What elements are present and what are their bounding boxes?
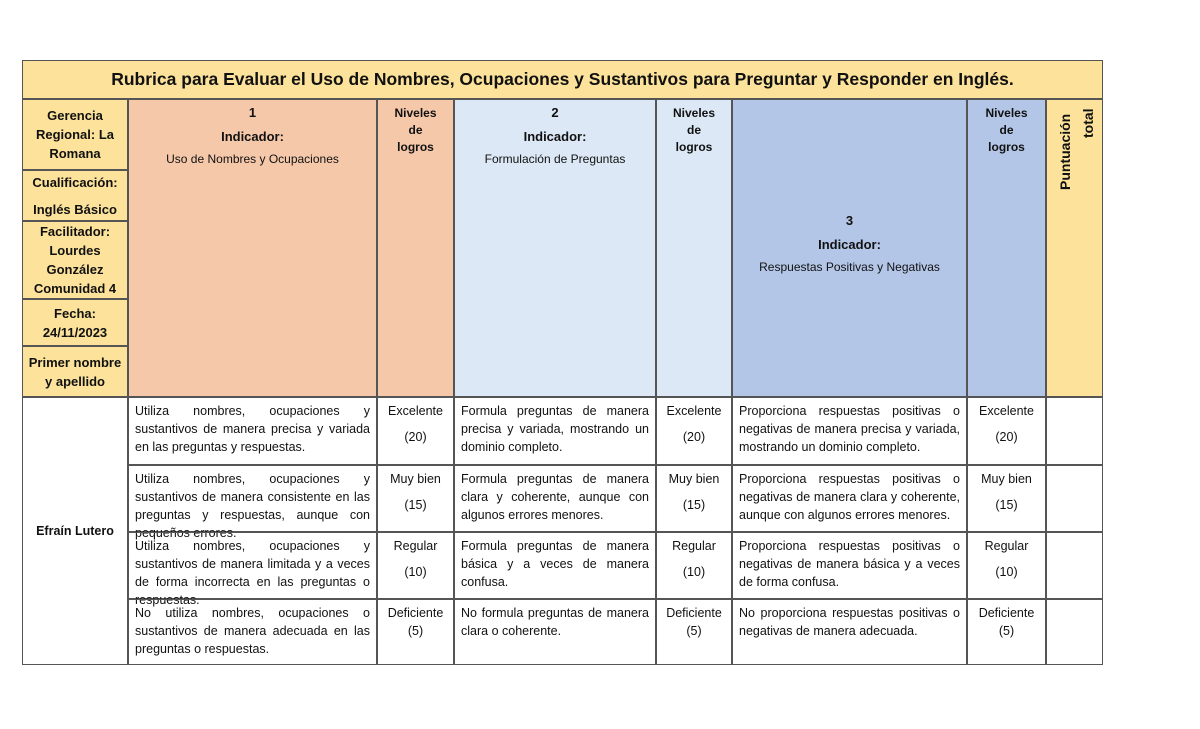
total-score-cell-r2[interactable] bbox=[1046, 465, 1103, 532]
level-r2-ind1 bbox=[377, 465, 454, 532]
descriptor-r2-ind1: Utiliza nombres, ocupaciones y sustantivos de manera consistente en las preguntas y respuestas, aunque con pequeños errores. bbox=[128, 465, 377, 532]
descriptor-r3-ind3: Proporciona respuestas positivas o negativas de manera básica y a veces de forma confusa. bbox=[732, 532, 967, 599]
total-score-cell-r4[interactable] bbox=[1046, 599, 1103, 665]
level-points: (20) bbox=[995, 430, 1018, 444]
indicator-3-name: Respuestas Positivas y Negativas bbox=[759, 260, 940, 274]
level-points: (10) bbox=[995, 565, 1018, 579]
level-name: Muy bien bbox=[668, 472, 720, 486]
level-name: Muy bien bbox=[390, 472, 441, 486]
total-score-cell-r1[interactable] bbox=[1046, 397, 1103, 465]
cualificacion-cell bbox=[22, 170, 128, 221]
descriptor-r3-ind2: Formula preguntas de manera básica y a veces de manera confusa. bbox=[454, 532, 656, 599]
level-r3-ind1 bbox=[377, 532, 454, 599]
student-name-cell bbox=[22, 397, 128, 665]
level-r3-ind2 bbox=[656, 532, 732, 599]
descriptor-r2-ind2: Formula preguntas de manera clara y coherente, aunque con algunos errores menores. bbox=[454, 465, 656, 532]
levels-header-2-text: Niveles de logros bbox=[672, 106, 716, 154]
level-name: Regular bbox=[672, 539, 716, 553]
descriptor-r1-ind3: Proporciona respuestas positivas o negativas de manera precisa y variada, mostrando un dominio completo. bbox=[732, 397, 967, 465]
level-r4-ind2 bbox=[656, 599, 732, 665]
level-name: Excelente bbox=[979, 404, 1034, 418]
indicator-2-label: Indicador: bbox=[523, 129, 587, 144]
descriptor-r1-ind2: Formula preguntas de manera precisa y variada, mostrando un dominio completo. bbox=[454, 397, 656, 465]
descriptor-r4-ind2: No formula preguntas de manera clara o coherente. bbox=[454, 599, 656, 665]
cualificacion-label: Cualificación: bbox=[32, 174, 118, 190]
level-points: (5) bbox=[998, 624, 1015, 638]
levels-header-1 bbox=[377, 99, 454, 397]
gerencia-cell bbox=[22, 99, 128, 170]
rubric-title: Rubrica para Evaluar el Uso de Nombres, Ocupaciones y Sustantivos para Preguntar y Responder en Inglés. bbox=[22, 60, 1103, 99]
fecha-cell bbox=[22, 299, 128, 346]
level-name: Excelente bbox=[666, 404, 722, 418]
level-name: Regular bbox=[393, 539, 438, 553]
indicator-2-number: 2 bbox=[551, 105, 559, 120]
level-points: (15) bbox=[995, 498, 1018, 512]
descriptor-r4-ind1: No utiliza nombres, ocupaciones o sustantivos de manera adecuada en las preguntas o respuestas. bbox=[128, 599, 377, 665]
level-points: (5) bbox=[407, 624, 424, 638]
level-points: (15) bbox=[404, 498, 427, 512]
nombre-text: Primer nombre y apellido bbox=[28, 354, 122, 389]
student-name: Efraín Lutero bbox=[36, 524, 114, 538]
levels-header-3 bbox=[967, 99, 1046, 397]
level-r2-ind3 bbox=[967, 465, 1046, 532]
total-score-label bbox=[1052, 108, 1102, 198]
facilitador-cell bbox=[22, 221, 128, 299]
levels-header-1-text: Niveles de logros bbox=[394, 106, 437, 154]
indicator-3-header bbox=[732, 99, 967, 397]
level-points: (5) bbox=[686, 624, 702, 638]
nombre-cell bbox=[22, 346, 128, 397]
level-points: (10) bbox=[682, 565, 706, 579]
gerencia-text: Gerencia Regional: La Romana bbox=[35, 108, 114, 161]
level-name: Muy bien bbox=[981, 472, 1032, 486]
level-points: (10) bbox=[404, 565, 427, 579]
descriptor-r4-ind3: No proporciona respuestas positivas o negativas de manera adecuada. bbox=[732, 599, 967, 665]
level-name: Deficiente bbox=[978, 606, 1035, 620]
level-name: Deficiente bbox=[666, 606, 722, 620]
level-name: Deficiente bbox=[387, 606, 444, 620]
level-r1-ind1 bbox=[377, 397, 454, 465]
descriptor-r2-ind3: Proporciona respuestas positivas o negativas de manera clara y coherente, aunque con algunos errores menores. bbox=[732, 465, 967, 532]
level-r4-ind1 bbox=[377, 599, 454, 665]
descriptor-r3-ind1: Utiliza nombres, ocupaciones y sustantivos de manera limitada y a veces de forma incorrecta en las preguntas o respuestas. bbox=[128, 532, 377, 599]
level-name: Excelente bbox=[388, 404, 443, 418]
indicator-1-label: Indicador: bbox=[221, 129, 284, 144]
levels-header-3-text: Niveles de logros bbox=[985, 106, 1028, 154]
level-r4-ind3 bbox=[967, 599, 1046, 665]
fecha-text: Fecha: 24/11/2023 bbox=[42, 305, 108, 340]
indicator-2-name: Formulación de Preguntas bbox=[484, 152, 626, 166]
level-r3-ind3 bbox=[967, 532, 1046, 599]
level-name: Regular bbox=[984, 539, 1029, 553]
level-r2-ind2 bbox=[656, 465, 732, 532]
indicator-1-number: 1 bbox=[248, 105, 257, 120]
descriptor-r1-ind1: Utiliza nombres, ocupaciones y sustantivos de manera precisa y variada en las preguntas y respuestas. bbox=[128, 397, 377, 465]
total-score-line1: Puntuación bbox=[1057, 113, 1073, 190]
level-r1-ind3 bbox=[967, 397, 1046, 465]
indicator-3-number: 3 bbox=[845, 213, 854, 228]
facilitador-text: Facilitador: Lourdes González Comunidad 4 bbox=[33, 224, 117, 296]
level-r1-ind2 bbox=[656, 397, 732, 465]
levels-header-2 bbox=[656, 99, 732, 397]
total-score-cell-r3[interactable] bbox=[1046, 532, 1103, 599]
level-points: (20) bbox=[682, 430, 706, 444]
total-score-line2: total bbox=[1080, 108, 1096, 138]
indicator-1-header bbox=[128, 99, 377, 397]
indicator-3-label: Indicador: bbox=[818, 237, 881, 252]
level-points: (20) bbox=[404, 430, 427, 444]
indicator-1-name: Uso de Nombres y Ocupaciones bbox=[166, 152, 339, 166]
cualificacion-value: Inglés Básico bbox=[33, 201, 117, 217]
level-points: (15) bbox=[682, 498, 706, 512]
indicator-2-header bbox=[454, 99, 656, 397]
